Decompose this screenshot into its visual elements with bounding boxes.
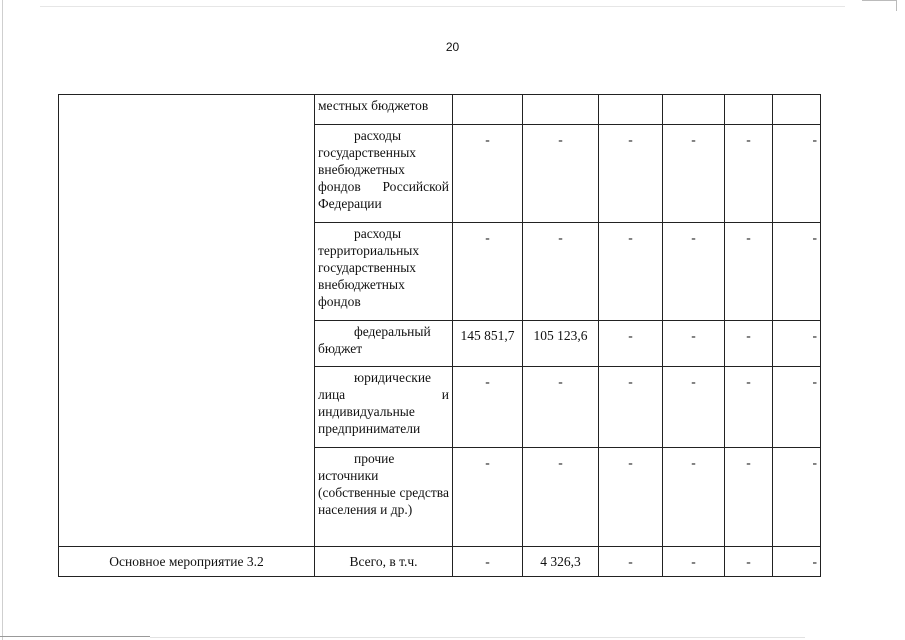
value-cell: -: [599, 321, 663, 367]
value-cell: -: [725, 448, 773, 547]
value-cell: [773, 95, 821, 125]
value-cell: -: [599, 125, 663, 223]
table-row: [59, 547, 821, 577]
value-cell: 105 123,6: [523, 321, 599, 367]
value-cell: -: [725, 223, 773, 321]
value-cell: -: [725, 547, 773, 577]
bottom-scan-rule-faint: [150, 637, 805, 638]
value-cell: -: [453, 125, 523, 223]
value-cell: [663, 95, 725, 125]
value-cell: 4 326,3: [523, 547, 599, 577]
value-cell: -: [663, 125, 725, 223]
value-cell: -: [773, 321, 821, 367]
corner-mark: [862, 0, 897, 11]
value-cell: -: [453, 367, 523, 448]
funding-source-cell: местных бюджетов: [315, 95, 453, 125]
top-scan-rule: [40, 6, 845, 7]
value-cell: [523, 95, 599, 125]
value-cell: -: [725, 321, 773, 367]
value-cell: [725, 95, 773, 125]
value-cell: -: [523, 448, 599, 547]
value-cell: -: [453, 547, 523, 577]
value-cell: -: [663, 223, 725, 321]
value-cell: -: [773, 125, 821, 223]
funding-source-cell: федеральный бюджет: [315, 321, 453, 367]
page-number: 20: [445, 40, 460, 54]
value-cell: -: [725, 367, 773, 448]
value-cell: [599, 95, 663, 125]
value-cell: -: [599, 367, 663, 448]
value-cell: -: [523, 125, 599, 223]
activity-name-cell: Основное мероприятие 3.2: [59, 547, 315, 577]
value-cell: -: [523, 223, 599, 321]
value-cell: -: [523, 367, 599, 448]
page-edge-line: [2, 0, 3, 640]
value-cell: -: [663, 367, 725, 448]
funding-source-cell: прочие источники (собственные средства населения и др.): [315, 448, 453, 547]
value-cell: [453, 95, 523, 125]
value-cell: -: [599, 448, 663, 547]
funding-source-cell: юридические лица и индивидуальные предприниматели: [315, 367, 453, 448]
value-cell: -: [663, 547, 725, 577]
bottom-scan-rule: [0, 636, 150, 637]
value-cell: -: [663, 321, 725, 367]
funding-source-cell: расходы государственных внебюджетных фондов Российской Федерации: [315, 125, 453, 223]
budget-table: [58, 94, 821, 577]
value-cell: -: [453, 448, 523, 547]
activity-name-cell: [59, 95, 315, 547]
value-cell: -: [453, 223, 523, 321]
value-cell: -: [773, 547, 821, 577]
value-cell: -: [773, 448, 821, 547]
value-cell: -: [725, 125, 773, 223]
funding-source-cell: расходы территориальных государственных внебюджетных фондов: [315, 223, 453, 321]
value-cell: -: [599, 223, 663, 321]
funding-source-cell: Всего, в т.ч.: [315, 547, 453, 577]
value-cell: 145 851,7: [453, 321, 523, 367]
table-row: [59, 95, 821, 125]
value-cell: -: [599, 547, 663, 577]
value-cell: -: [663, 448, 725, 547]
value-cell: -: [773, 367, 821, 448]
value-cell: -: [773, 223, 821, 321]
